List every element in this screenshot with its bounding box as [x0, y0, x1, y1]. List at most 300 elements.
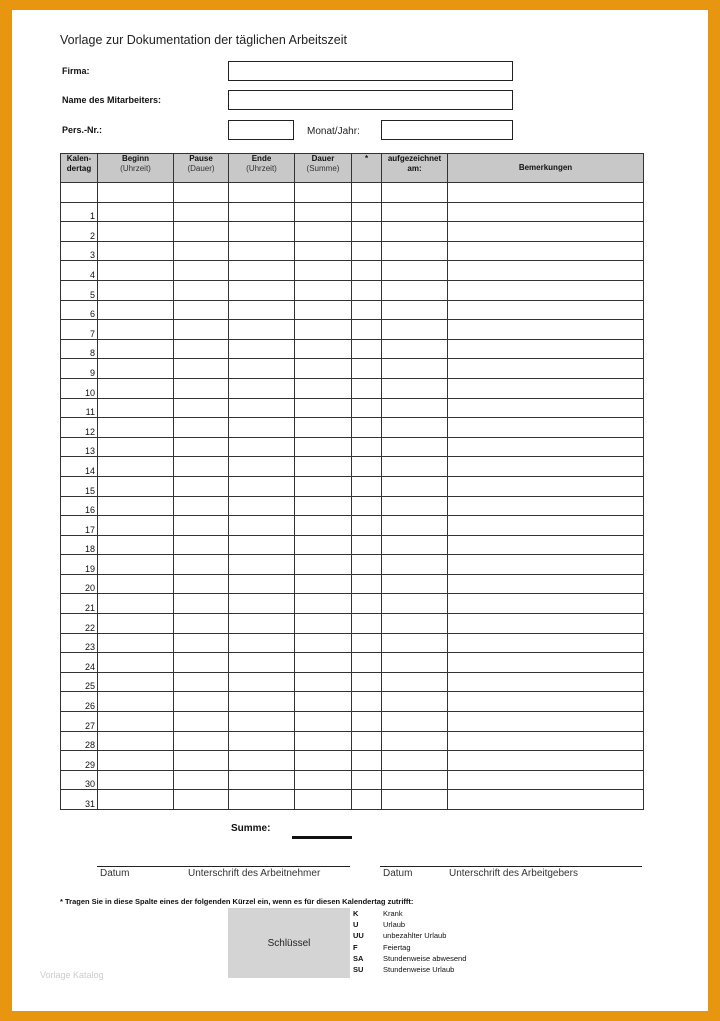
- entry-cell[interactable]: [295, 320, 352, 340]
- entry-cell[interactable]: [229, 339, 295, 359]
- entry-cell[interactable]: [382, 672, 448, 692]
- entry-cell[interactable]: [382, 418, 448, 438]
- signature-line-employee[interactable]: [97, 866, 350, 867]
- entry-cell[interactable]: [352, 692, 382, 712]
- entry-cell[interactable]: [352, 300, 382, 320]
- day-cell: 12: [61, 418, 98, 438]
- table-row: [61, 496, 644, 516]
- key-code: SA: [353, 953, 364, 963]
- entry-cell[interactable]: [229, 770, 295, 790]
- entry-cell[interactable]: [98, 692, 174, 712]
- entry-cell[interactable]: [448, 183, 644, 203]
- key-desc: Urlaub: [383, 920, 406, 930]
- entry-cell[interactable]: [295, 653, 352, 673]
- entry-cell[interactable]: [448, 418, 644, 438]
- entry-cell[interactable]: [382, 457, 448, 477]
- table-row: [61, 535, 644, 555]
- entry-cell[interactable]: [382, 359, 448, 379]
- entry-cell[interactable]: [229, 653, 295, 673]
- table-row: [61, 320, 644, 340]
- entry-cell[interactable]: [382, 378, 448, 398]
- entry-cell[interactable]: [448, 359, 644, 379]
- key-desc: Krank: [383, 909, 403, 918]
- entry-cell[interactable]: [98, 653, 174, 673]
- entry-cell[interactable]: [174, 359, 229, 379]
- entry-cell[interactable]: [448, 633, 644, 653]
- entry-cell[interactable]: [98, 574, 174, 594]
- table-row: [61, 241, 644, 261]
- firma-label: Firma:: [62, 66, 90, 76]
- persnr-field[interactable]: [228, 120, 294, 140]
- key-desc: Stundenweise Urlaub: [383, 965, 455, 975]
- entry-cell[interactable]: [229, 457, 295, 477]
- entry-cell[interactable]: [352, 476, 382, 496]
- day-cell: 2: [61, 222, 98, 242]
- entry-cell[interactable]: [98, 280, 174, 300]
- entry-cell[interactable]: [229, 496, 295, 516]
- entry-cell[interactable]: [229, 241, 295, 261]
- entry-cell[interactable]: [98, 594, 174, 614]
- entry-cell[interactable]: [382, 653, 448, 673]
- entry-cell[interactable]: [448, 751, 644, 771]
- entry-cell[interactable]: [448, 241, 644, 261]
- entry-cell[interactable]: [229, 183, 295, 203]
- entry-cell[interactable]: [295, 300, 352, 320]
- entry-cell[interactable]: [295, 770, 352, 790]
- table-row: [61, 378, 644, 398]
- entry-cell[interactable]: [229, 535, 295, 555]
- entry-cell[interactable]: [352, 574, 382, 594]
- key-desc: Stundenweise abwesend: [383, 953, 467, 963]
- entry-cell[interactable]: [229, 437, 295, 457]
- entry-cell[interactable]: [448, 300, 644, 320]
- entry-cell[interactable]: [229, 594, 295, 614]
- header-cell: [295, 154, 352, 183]
- table-row: [61, 633, 644, 653]
- entry-cell[interactable]: [295, 339, 352, 359]
- entry-cell[interactable]: [352, 790, 382, 810]
- entry-cell[interactable]: [229, 261, 295, 281]
- entry-cell[interactable]: [295, 692, 352, 712]
- table-row: [61, 183, 644, 203]
- entry-cell[interactable]: [295, 241, 352, 261]
- header-main: *: [364, 154, 369, 163]
- day-cell: 4: [61, 261, 98, 281]
- entry-cell[interactable]: [174, 476, 229, 496]
- entry-cell[interactable]: [352, 653, 382, 673]
- entry-cell[interactable]: [229, 378, 295, 398]
- entry-cell[interactable]: [295, 359, 352, 379]
- entry-cell[interactable]: [229, 359, 295, 379]
- entry-cell[interactable]: [174, 398, 229, 418]
- entry-cell[interactable]: [448, 712, 644, 732]
- entry-cell[interactable]: [382, 712, 448, 732]
- entry-cell[interactable]: [448, 202, 644, 222]
- entry-cell[interactable]: [98, 535, 174, 555]
- day-cell: 9: [61, 359, 98, 379]
- entry-cell[interactable]: [352, 222, 382, 242]
- entry-cell[interactable]: [98, 300, 174, 320]
- signature-line-employer[interactable]: [380, 866, 642, 867]
- entry-cell[interactable]: [448, 378, 644, 398]
- entry-cell[interactable]: [382, 555, 448, 575]
- entry-cell[interactable]: [229, 320, 295, 340]
- entry-cell[interactable]: [352, 320, 382, 340]
- entry-cell[interactable]: [174, 202, 229, 222]
- entry-cell[interactable]: [448, 476, 644, 496]
- entry-cell[interactable]: [352, 241, 382, 261]
- entry-cell[interactable]: [98, 712, 174, 732]
- entry-cell[interactable]: [295, 202, 352, 222]
- entry-cell[interactable]: [174, 241, 229, 261]
- entry-cell[interactable]: [382, 202, 448, 222]
- entry-cell[interactable]: [229, 300, 295, 320]
- entry-cell[interactable]: [174, 280, 229, 300]
- entry-cell[interactable]: [174, 790, 229, 810]
- entry-cell[interactable]: [352, 770, 382, 790]
- entry-cell[interactable]: [448, 653, 644, 673]
- table-row: [61, 594, 644, 614]
- header-main: Kalen- dertag: [66, 154, 92, 173]
- entry-cell[interactable]: [229, 398, 295, 418]
- entry-cell[interactable]: [352, 555, 382, 575]
- summe-line: [292, 836, 352, 839]
- entry-cell[interactable]: [229, 280, 295, 300]
- entry-cell[interactable]: [295, 222, 352, 242]
- entry-cell[interactable]: [352, 359, 382, 379]
- entry-cell[interactable]: [448, 594, 644, 614]
- table-row: [61, 359, 644, 379]
- entry-cell[interactable]: [98, 261, 174, 281]
- entry-cell[interactable]: [229, 712, 295, 732]
- header-cell: [352, 154, 382, 183]
- entry-cell[interactable]: [295, 183, 352, 203]
- day-cell: 27: [61, 712, 98, 732]
- entry-cell[interactable]: [174, 574, 229, 594]
- entry-cell[interactable]: [448, 731, 644, 751]
- entry-cell[interactable]: [295, 496, 352, 516]
- entry-cell[interactable]: [352, 594, 382, 614]
- entry-cell[interactable]: [98, 359, 174, 379]
- entry-cell[interactable]: [98, 633, 174, 653]
- table-row: [61, 339, 644, 359]
- entry-cell[interactable]: [448, 222, 644, 242]
- entry-cell[interactable]: [229, 672, 295, 692]
- entry-cell[interactable]: [295, 261, 352, 281]
- entry-cell[interactable]: [295, 437, 352, 457]
- monat-field[interactable]: [381, 120, 513, 140]
- entry-cell[interactable]: [352, 202, 382, 222]
- entry-cell[interactable]: [98, 457, 174, 477]
- entry-cell[interactable]: [174, 378, 229, 398]
- entry-cell[interactable]: [448, 516, 644, 536]
- entry-cell[interactable]: [382, 241, 448, 261]
- entry-cell[interactable]: [448, 770, 644, 790]
- entry-cell[interactable]: [295, 672, 352, 692]
- entry-cell[interactable]: [295, 418, 352, 438]
- entry-cell[interactable]: [174, 672, 229, 692]
- entry-cell[interactable]: [98, 339, 174, 359]
- entry-cell[interactable]: [382, 770, 448, 790]
- entry-cell[interactable]: [382, 300, 448, 320]
- entry-cell[interactable]: [448, 437, 644, 457]
- table-row: [61, 398, 644, 418]
- day-cell: 11: [61, 398, 98, 418]
- entry-cell[interactable]: [174, 300, 229, 320]
- entry-cell[interactable]: [174, 339, 229, 359]
- day-cell: [61, 183, 98, 203]
- day-cell: 6: [61, 300, 98, 320]
- entry-cell[interactable]: [174, 516, 229, 536]
- entry-cell[interactable]: [174, 770, 229, 790]
- entry-cell[interactable]: [382, 320, 448, 340]
- entry-cell[interactable]: [229, 633, 295, 653]
- entry-cell[interactable]: [448, 555, 644, 575]
- table-row: [61, 672, 644, 692]
- sig-right-text: Unterschrift des Arbeitgebers: [449, 868, 578, 879]
- entry-cell[interactable]: [382, 594, 448, 614]
- entry-cell[interactable]: [295, 594, 352, 614]
- entry-cell[interactable]: [98, 672, 174, 692]
- key-box: [228, 908, 350, 978]
- mitarbeiter-field[interactable]: [228, 90, 513, 110]
- entry-cell[interactable]: [174, 535, 229, 555]
- entry-cell[interactable]: [229, 222, 295, 242]
- entry-cell[interactable]: [98, 241, 174, 261]
- key-row: [353, 930, 466, 941]
- key-list: [353, 908, 466, 975]
- entry-cell[interactable]: [98, 751, 174, 771]
- entry-cell[interactable]: [295, 476, 352, 496]
- entry-cell[interactable]: [98, 731, 174, 751]
- table-row: [61, 280, 644, 300]
- entry-cell[interactable]: [382, 183, 448, 203]
- entry-cell[interactable]: [98, 555, 174, 575]
- entry-cell[interactable]: [174, 751, 229, 771]
- entry-cell[interactable]: [229, 731, 295, 751]
- entry-cell[interactable]: [229, 574, 295, 594]
- entry-cell[interactable]: [352, 261, 382, 281]
- entry-cell[interactable]: [352, 437, 382, 457]
- table-row: [61, 653, 644, 673]
- entry-cell[interactable]: [352, 418, 382, 438]
- entry-cell[interactable]: [448, 692, 644, 712]
- header-cell: [382, 154, 448, 183]
- entry-cell[interactable]: [98, 516, 174, 536]
- entry-cell[interactable]: [295, 633, 352, 653]
- entry-cell[interactable]: [352, 280, 382, 300]
- table-row: [61, 222, 644, 242]
- entry-cell[interactable]: [352, 712, 382, 732]
- entry-cell[interactable]: [352, 614, 382, 634]
- entry-cell[interactable]: [295, 614, 352, 634]
- entry-cell[interactable]: [174, 731, 229, 751]
- entry-cell[interactable]: [174, 594, 229, 614]
- day-cell: 19: [61, 555, 98, 575]
- entry-cell[interactable]: [382, 633, 448, 653]
- entry-cell[interactable]: [229, 751, 295, 771]
- key-code: U: [353, 920, 359, 930]
- entry-cell[interactable]: [352, 339, 382, 359]
- entry-cell[interactable]: [352, 183, 382, 203]
- entry-cell[interactable]: [382, 535, 448, 555]
- header-cell: [448, 154, 644, 183]
- entry-cell[interactable]: [352, 731, 382, 751]
- entry-cell[interactable]: [98, 437, 174, 457]
- entry-cell[interactable]: [174, 457, 229, 477]
- entry-cell[interactable]: [295, 712, 352, 732]
- entry-cell[interactable]: [352, 496, 382, 516]
- table-row: [61, 418, 644, 438]
- entry-cell[interactable]: [382, 614, 448, 634]
- entry-cell[interactable]: [174, 614, 229, 634]
- table-row: [61, 751, 644, 771]
- entry-cell[interactable]: [382, 339, 448, 359]
- key-row: [353, 942, 466, 953]
- entry-cell[interactable]: [295, 516, 352, 536]
- entry-cell[interactable]: [229, 202, 295, 222]
- key-row: [353, 919, 466, 930]
- entry-cell[interactable]: [98, 183, 174, 203]
- entry-cell[interactable]: [174, 653, 229, 673]
- entry-cell[interactable]: [382, 574, 448, 594]
- table-row: [61, 574, 644, 594]
- table-row: [61, 457, 644, 477]
- entry-cell[interactable]: [295, 751, 352, 771]
- entry-cell[interactable]: [382, 222, 448, 242]
- entry-cell[interactable]: [295, 731, 352, 751]
- entry-cell[interactable]: [382, 280, 448, 300]
- day-cell: 18: [61, 535, 98, 555]
- entry-cell[interactable]: [448, 398, 644, 418]
- entry-cell[interactable]: [382, 476, 448, 496]
- table-row: [61, 614, 644, 634]
- entry-cell[interactable]: [229, 614, 295, 634]
- persnr-label: Pers.-Nr.:: [62, 125, 103, 135]
- entry-cell[interactable]: [382, 692, 448, 712]
- entry-cell[interactable]: [382, 731, 448, 751]
- entry-cell[interactable]: [352, 398, 382, 418]
- header-sub: (Summe): [306, 164, 340, 173]
- entry-cell[interactable]: [382, 261, 448, 281]
- entry-cell[interactable]: [448, 574, 644, 594]
- day-cell: 21: [61, 594, 98, 614]
- entry-cell[interactable]: [295, 457, 352, 477]
- entry-cell[interactable]: [448, 320, 644, 340]
- entry-cell[interactable]: [295, 790, 352, 810]
- entry-cell[interactable]: [174, 437, 229, 457]
- entry-cell[interactable]: [174, 496, 229, 516]
- entry-cell[interactable]: [98, 614, 174, 634]
- firma-field[interactable]: [228, 61, 513, 81]
- entry-cell[interactable]: [229, 418, 295, 438]
- entry-cell[interactable]: [448, 496, 644, 516]
- table-row: [61, 437, 644, 457]
- entry-cell[interactable]: [174, 320, 229, 340]
- entry-cell[interactable]: [448, 535, 644, 555]
- entry-cell[interactable]: [295, 535, 352, 555]
- entry-cell[interactable]: [98, 476, 174, 496]
- entry-cell[interactable]: [174, 692, 229, 712]
- entry-cell[interactable]: [448, 261, 644, 281]
- entry-cell[interactable]: [229, 555, 295, 575]
- header-cell: [229, 154, 295, 183]
- entry-cell[interactable]: [295, 574, 352, 594]
- entry-cell[interactable]: [352, 633, 382, 653]
- entry-cell[interactable]: [174, 633, 229, 653]
- entry-cell[interactable]: [352, 672, 382, 692]
- entry-cell[interactable]: [382, 496, 448, 516]
- entry-cell[interactable]: [98, 418, 174, 438]
- entry-cell[interactable]: [98, 790, 174, 810]
- entry-cell[interactable]: [352, 751, 382, 771]
- entry-cell[interactable]: [382, 398, 448, 418]
- table-row: [61, 692, 644, 712]
- entry-cell[interactable]: [295, 378, 352, 398]
- entry-cell[interactable]: [448, 280, 644, 300]
- entry-cell[interactable]: [98, 222, 174, 242]
- table-row: [61, 555, 644, 575]
- entry-cell[interactable]: [448, 614, 644, 634]
- entry-cell[interactable]: [352, 457, 382, 477]
- entry-cell[interactable]: [352, 378, 382, 398]
- entry-cell[interactable]: [174, 261, 229, 281]
- day-cell: 3: [61, 241, 98, 261]
- entry-cell[interactable]: [448, 457, 644, 477]
- entry-cell[interactable]: [174, 712, 229, 732]
- entry-cell[interactable]: [98, 202, 174, 222]
- entry-cell[interactable]: [382, 437, 448, 457]
- entry-cell[interactable]: [352, 535, 382, 555]
- day-cell: 13: [61, 437, 98, 457]
- entry-cell[interactable]: [352, 516, 382, 536]
- table-row: [61, 261, 644, 281]
- header-cell: [98, 154, 174, 183]
- entry-cell[interactable]: [382, 516, 448, 536]
- table-row: [61, 770, 644, 790]
- entry-cell[interactable]: [382, 751, 448, 771]
- entry-cell[interactable]: [174, 418, 229, 438]
- day-cell: 8: [61, 339, 98, 359]
- entry-cell[interactable]: [98, 320, 174, 340]
- table-row: [61, 790, 644, 810]
- entry-cell[interactable]: [295, 555, 352, 575]
- entry-cell[interactable]: [98, 496, 174, 516]
- key-code: UU: [353, 931, 364, 941]
- entry-cell[interactable]: [98, 770, 174, 790]
- entry-cell[interactable]: [229, 476, 295, 496]
- entry-cell[interactable]: [295, 398, 352, 418]
- entry-cell[interactable]: [229, 790, 295, 810]
- entry-cell[interactable]: [295, 280, 352, 300]
- entry-cell[interactable]: [174, 183, 229, 203]
- header-main: Dauer: [311, 154, 335, 163]
- entry-cell[interactable]: [382, 790, 448, 810]
- entry-cell[interactable]: [448, 672, 644, 692]
- entry-cell[interactable]: [229, 516, 295, 536]
- entry-cell[interactable]: [174, 555, 229, 575]
- entry-cell[interactable]: [448, 339, 644, 359]
- entry-cell[interactable]: [229, 692, 295, 712]
- key-row: [353, 908, 466, 919]
- day-cell: 14: [61, 457, 98, 477]
- entry-cell[interactable]: [448, 790, 644, 810]
- entry-cell[interactable]: [98, 398, 174, 418]
- entry-cell[interactable]: [98, 378, 174, 398]
- entry-cell[interactable]: [174, 222, 229, 242]
- header-cell: [174, 154, 229, 183]
- table-row: [61, 516, 644, 536]
